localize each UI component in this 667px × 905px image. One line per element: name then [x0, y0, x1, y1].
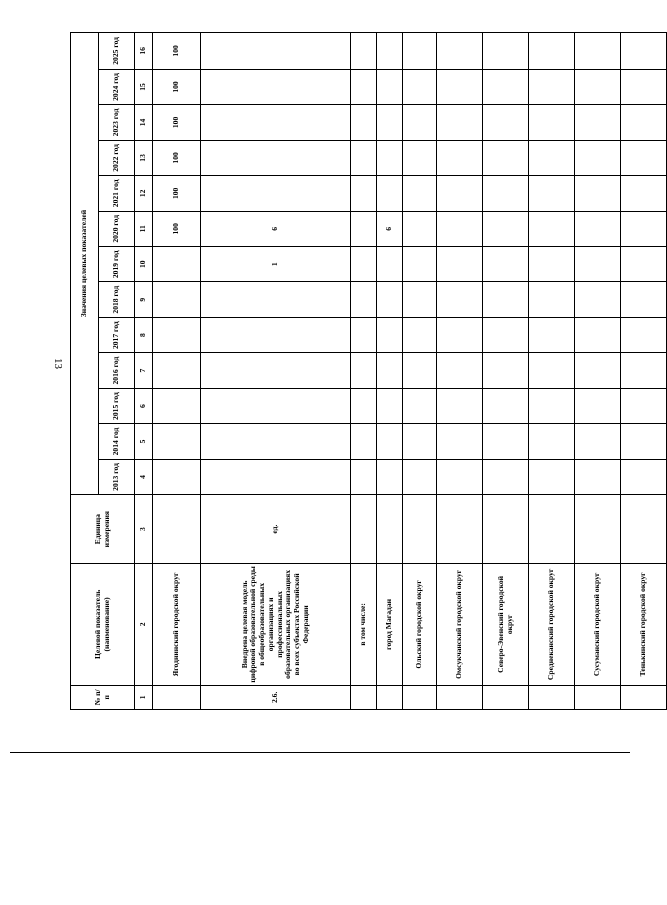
column-number: 2 [135, 564, 153, 686]
row-number [483, 685, 529, 709]
page-number: 13 [52, 358, 64, 369]
row-value [403, 140, 437, 175]
column-number: 12 [135, 176, 153, 211]
row-value [437, 353, 483, 388]
row-value [437, 33, 483, 70]
row-value [351, 211, 377, 246]
table-row [153, 33, 201, 710]
indicators-table [70, 32, 667, 710]
row-number [575, 685, 621, 709]
row-value [377, 176, 403, 211]
row-value [575, 247, 621, 282]
rotated-table-container [70, 32, 648, 710]
row-value [575, 69, 621, 104]
table-row [529, 33, 575, 710]
header-year: 2019 год [99, 247, 135, 282]
footer-divider [10, 752, 630, 753]
row-value [377, 69, 403, 104]
row-value [437, 105, 483, 140]
row-value [351, 69, 377, 104]
row-value [483, 140, 529, 175]
row-value [403, 388, 437, 423]
column-number: 5 [135, 424, 153, 459]
row-value [529, 33, 575, 70]
row-value: 100 [153, 140, 201, 175]
row-value [377, 353, 403, 388]
header-year: 2021 год [99, 176, 135, 211]
header-year: 2018 год [99, 282, 135, 317]
row-indicator-name: Ольский городской округ [403, 564, 437, 686]
row-value [351, 353, 377, 388]
row-value [153, 247, 201, 282]
row-value: 6 [377, 211, 403, 246]
header-year: 2023 год [99, 105, 135, 140]
header-values-group: Значения целевых показателей [71, 33, 99, 495]
column-number: 13 [135, 140, 153, 175]
row-value [575, 176, 621, 211]
row-value [403, 424, 437, 459]
row-value [621, 33, 667, 70]
row-value [529, 388, 575, 423]
row-indicator-name: Тенькинский городской округ [621, 564, 667, 686]
row-number: 2.6. [201, 685, 351, 709]
row-value [437, 176, 483, 211]
column-number: 7 [135, 353, 153, 388]
row-value: 6 [201, 211, 351, 246]
row-value [153, 317, 201, 352]
row-indicator-name: Омсукчанский городской округ [437, 564, 483, 686]
row-value [621, 211, 667, 246]
row-value [201, 33, 351, 70]
row-number [153, 685, 201, 709]
row-indicator-name: в том числе: [351, 564, 377, 686]
row-value [437, 317, 483, 352]
row-value [403, 105, 437, 140]
row-value [201, 353, 351, 388]
row-value [575, 424, 621, 459]
column-number: 15 [135, 69, 153, 104]
row-value [575, 388, 621, 423]
column-number: 14 [135, 105, 153, 140]
row-value [403, 33, 437, 70]
row-value [529, 69, 575, 104]
row-value [201, 176, 351, 211]
row-value [575, 105, 621, 140]
row-value [529, 282, 575, 317]
row-value [621, 459, 667, 494]
row-value [621, 69, 667, 104]
row-value [351, 176, 377, 211]
row-unit [575, 495, 621, 564]
row-value [351, 33, 377, 70]
row-value: 100 [153, 176, 201, 211]
row-value [621, 247, 667, 282]
row-value [351, 459, 377, 494]
row-value [437, 69, 483, 104]
header-year: 2014 год [99, 424, 135, 459]
row-value [483, 459, 529, 494]
row-value [483, 33, 529, 70]
row-value [575, 282, 621, 317]
row-value [529, 459, 575, 494]
row-value [529, 176, 575, 211]
row-value [529, 105, 575, 140]
row-value [351, 247, 377, 282]
row-value [377, 33, 403, 70]
table-row [483, 33, 529, 710]
table-row [575, 33, 621, 710]
row-value [403, 317, 437, 352]
header-num: № п/п [71, 685, 135, 709]
row-value [201, 140, 351, 175]
row-unit [437, 495, 483, 564]
row-unit [529, 495, 575, 564]
row-value [403, 69, 437, 104]
row-value [621, 424, 667, 459]
row-value [529, 211, 575, 246]
row-value [153, 282, 201, 317]
row-unit [403, 495, 437, 564]
row-value [437, 459, 483, 494]
row-value [529, 247, 575, 282]
table-row [201, 33, 351, 710]
row-indicator-name: Ягоднинский городской округ [153, 564, 201, 686]
row-value [621, 176, 667, 211]
row-value [153, 353, 201, 388]
row-indicator-name: Северо-Эвенский городской округ [483, 564, 529, 686]
row-value [575, 211, 621, 246]
row-indicator-name: Сусуманский городской округ [575, 564, 621, 686]
row-value [201, 282, 351, 317]
row-value [377, 247, 403, 282]
row-value [483, 105, 529, 140]
column-number: 11 [135, 211, 153, 246]
row-value [403, 353, 437, 388]
row-unit: ед. [201, 495, 351, 564]
row-value [377, 282, 403, 317]
row-value [437, 140, 483, 175]
header-year: 2016 год [99, 353, 135, 388]
row-value [201, 105, 351, 140]
row-value [483, 282, 529, 317]
row-value [437, 211, 483, 246]
row-value [483, 211, 529, 246]
row-number [437, 685, 483, 709]
row-unit [153, 495, 201, 564]
row-value [201, 424, 351, 459]
column-number: 3 [135, 495, 153, 564]
row-value [351, 282, 377, 317]
row-unit [621, 495, 667, 564]
row-number [377, 685, 403, 709]
row-value [621, 140, 667, 175]
row-indicator-name: Среднеканский городской округ [529, 564, 575, 686]
row-value [529, 317, 575, 352]
row-value [377, 459, 403, 494]
row-value [351, 317, 377, 352]
row-value [377, 388, 403, 423]
row-value [403, 282, 437, 317]
row-value [153, 424, 201, 459]
table-row [351, 33, 377, 710]
row-value [621, 317, 667, 352]
row-value: 100 [153, 33, 201, 70]
row-value: 1 [201, 247, 351, 282]
row-value [483, 388, 529, 423]
column-number: 6 [135, 388, 153, 423]
row-value [351, 140, 377, 175]
header-year: 2022 год [99, 140, 135, 175]
row-value: 100 [153, 105, 201, 140]
row-value [621, 388, 667, 423]
row-value [403, 247, 437, 282]
header-year: 2025 год [99, 33, 135, 70]
row-number [403, 685, 437, 709]
column-number: 10 [135, 247, 153, 282]
row-value [437, 424, 483, 459]
row-value [153, 459, 201, 494]
row-value [483, 176, 529, 211]
column-number: 16 [135, 33, 153, 70]
row-value [403, 459, 437, 494]
header-year: 2013 год [99, 459, 135, 494]
row-value [575, 140, 621, 175]
row-value [437, 282, 483, 317]
row-value [153, 388, 201, 423]
header-year: 2015 год [99, 388, 135, 423]
row-unit [351, 495, 377, 564]
row-value [575, 33, 621, 70]
row-value [483, 69, 529, 104]
row-value [575, 459, 621, 494]
row-number [529, 685, 575, 709]
row-value [437, 247, 483, 282]
row-value [403, 211, 437, 246]
row-value [437, 388, 483, 423]
row-value [377, 424, 403, 459]
row-value [575, 317, 621, 352]
column-number: 1 [135, 685, 153, 709]
row-value [483, 353, 529, 388]
header-indicator: Целевой показатель (наименование) [71, 564, 135, 686]
row-value [403, 176, 437, 211]
row-value [201, 388, 351, 423]
row-value [201, 69, 351, 104]
row-value [621, 105, 667, 140]
row-value [483, 424, 529, 459]
table-row [377, 33, 403, 710]
row-value [377, 105, 403, 140]
table-row [403, 33, 437, 710]
row-indicator-name: город Магадан [377, 564, 403, 686]
row-value [529, 353, 575, 388]
row-value [377, 317, 403, 352]
row-value [201, 459, 351, 494]
row-unit [377, 495, 403, 564]
row-value [621, 282, 667, 317]
column-number: 9 [135, 282, 153, 317]
row-value: 100 [153, 69, 201, 104]
row-number [621, 685, 667, 709]
row-unit [483, 495, 529, 564]
header-year: 2024 год [99, 69, 135, 104]
header-year: 2017 год [99, 317, 135, 352]
header-year: 2020 год [99, 211, 135, 246]
row-value [351, 105, 377, 140]
row-value [351, 388, 377, 423]
row-value [351, 424, 377, 459]
table-row [437, 33, 483, 710]
header-unit: Единица измерения [71, 495, 135, 564]
row-value [377, 140, 403, 175]
row-value [483, 247, 529, 282]
row-value [575, 353, 621, 388]
row-value [201, 317, 351, 352]
row-number [351, 685, 377, 709]
column-number: 8 [135, 317, 153, 352]
row-value [483, 317, 529, 352]
row-indicator-name: Внедрена целевая модель цифровой образовательной среды в общеобразовательных организациях и профессиональных образовательных организациях во всех субъектах Российской Федерации [201, 564, 351, 686]
row-value [621, 353, 667, 388]
row-value: 100 [153, 211, 201, 246]
row-value [529, 424, 575, 459]
column-number: 4 [135, 459, 153, 494]
table-row [621, 33, 667, 710]
row-value [529, 140, 575, 175]
